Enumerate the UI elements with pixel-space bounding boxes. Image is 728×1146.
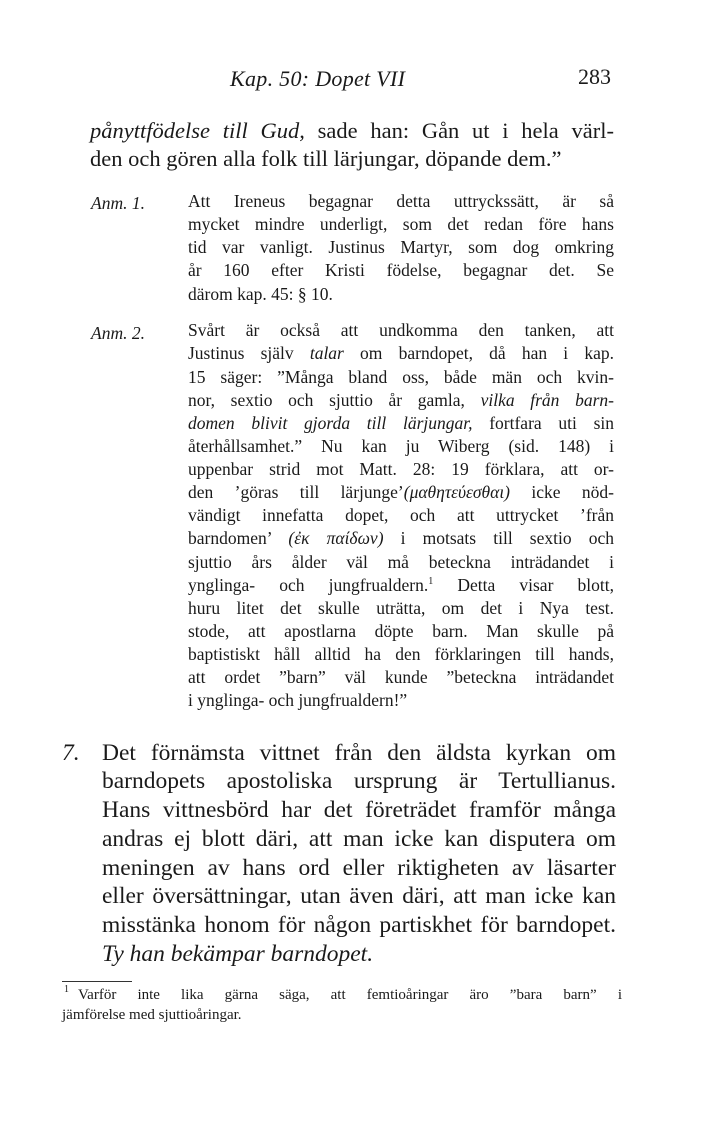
intro-line-2: den och gören alla folk till lärjungar, döpande dem.” xyxy=(90,146,562,171)
section7-line-7: misstänka honom för någon partiskhet för barndopet. xyxy=(102,912,616,938)
anm2-line-3: 15 säger: ”Många bland oss, både män och kvin- xyxy=(188,367,614,387)
footnote-marker-num: 1 xyxy=(64,984,69,995)
anm2-l12a: ynglinga- och jungfrualdern. xyxy=(188,575,429,595)
anm2-line-8 xyxy=(188,482,614,503)
anm2-l8a: den ’göras till lärjunge’ xyxy=(188,482,404,502)
section7-line-2: barndopets apostoliska ursprung är Tertullianus. xyxy=(102,768,616,794)
anm2-line-10 xyxy=(188,528,614,549)
section7-line-1: Det förnämsta vittnet från den äldsta kyrkan om xyxy=(102,740,616,766)
anm2-l10c: i motsats till sextio och xyxy=(383,528,614,548)
anm1-line-4: år 160 efter Kristi födelse, begagnar det. Se xyxy=(188,260,614,280)
footnote-ref[interactable]: 1 xyxy=(428,576,434,588)
anm2-line-13: huru litet det skulle uträtta, om det i Nya test. xyxy=(188,598,614,618)
footnote-marker xyxy=(64,986,69,1003)
anm2-line-4 xyxy=(188,390,614,411)
page-number: 283 xyxy=(578,64,611,89)
intro-line-1 xyxy=(90,118,614,144)
anm2-greek-2: (ἐκ παίδων) xyxy=(288,528,384,548)
footnote-rule xyxy=(62,981,132,982)
footnote-line-2: jämförelse med sjuttioåringar. xyxy=(62,1007,242,1023)
section7-line-4: andras ej blott däri, att man icke kan disputera om xyxy=(102,826,616,852)
section7-line-3: Hans vittnesbörd har det företrädet framför många xyxy=(102,797,616,823)
anm2-line-16: att ordet ”barn” väl kunde ”beteckna inträdandet xyxy=(188,667,614,687)
anm2-line-17: i ynglinga- och jungfrualdern!” xyxy=(188,690,408,710)
anm2-line-6: återhållsamhet.” Nu kan ju Wiberg (sid. 148) i xyxy=(188,436,614,456)
footnote-line-1: Varför inte lika gärna säga, att femtioåringar äro ”bara barn” i xyxy=(78,987,622,1003)
anm1-label: Anm. 1. xyxy=(91,193,145,213)
anm1-line-1: Att Ireneus begagnar detta uttryckssätt, är så xyxy=(188,191,614,211)
anm2-l2a: Justinus själv xyxy=(188,343,310,363)
anm2-line-2 xyxy=(188,343,614,364)
anm2-line-9: vändigt innefatta dopet, och att uttrycket ’från xyxy=(188,505,614,525)
anm2-l2b: talar xyxy=(309,343,344,363)
anm1-line-5: därom kap. 45: § 10. xyxy=(188,284,333,304)
anm2-line-15: baptistiskt håll alltid ha den förklaringen till hands, xyxy=(188,644,614,664)
intro-italic: pånyttfödelse till Gud, xyxy=(90,118,305,143)
anm2-l2c: om barndopet, då han i kap. xyxy=(343,343,614,363)
anm2-l12c: Detta visar blott, xyxy=(433,575,614,595)
section7-line-5: meningen av hans ord eller riktigheten av läsarter xyxy=(102,855,616,881)
anm2-line-7: uppenbar strid mot Matt. 28: 19 förklara, att or- xyxy=(188,459,614,479)
anm2-l10a: barndomen’ xyxy=(188,528,289,548)
section7-line-6: eller översättningar, utan även däri, att man icke kan xyxy=(102,883,616,909)
anm2-line-5 xyxy=(188,413,614,434)
anm2-line-14: stode, att apostlarna döpte barn. Man skulle på xyxy=(188,621,614,641)
anm2-l4b: vilka från barn- xyxy=(480,390,614,410)
anm2-l8c: icke nöd- xyxy=(510,482,614,502)
intro-line-1-rest: sade han: Gån ut i hela värl- xyxy=(304,118,614,143)
anm2-greek-1: (μαθητεύεσθαι) xyxy=(403,482,511,502)
section-number: 7. xyxy=(62,740,80,766)
anm2-l5: domen blivit gjorda till lärjungar, xyxy=(188,413,473,433)
anm2-l5b: fortfara uti sin xyxy=(472,413,615,433)
running-title: Kap. 50: Dopet VII xyxy=(230,66,406,91)
anm2-line-1: Svårt är också att undkomma den tanken, att xyxy=(188,320,614,340)
anm1-line-3: tid var vanligt. Justinus Martyr, som dog omkring xyxy=(188,237,614,257)
section7-line-8: Ty han bekämpar barndopet. xyxy=(102,941,374,967)
anm2-label: Anm. 2. xyxy=(91,323,145,343)
anm2-line-11: sjuttio års ålder väl må beteckna inträdandet i xyxy=(188,552,614,572)
anm1-line-2: mycket mindre underligt, som det redan före hans xyxy=(188,214,614,234)
anm2-l4a: nor, sextio och sjuttio år gamla, xyxy=(188,390,481,410)
anm2-line-12 xyxy=(188,575,614,596)
